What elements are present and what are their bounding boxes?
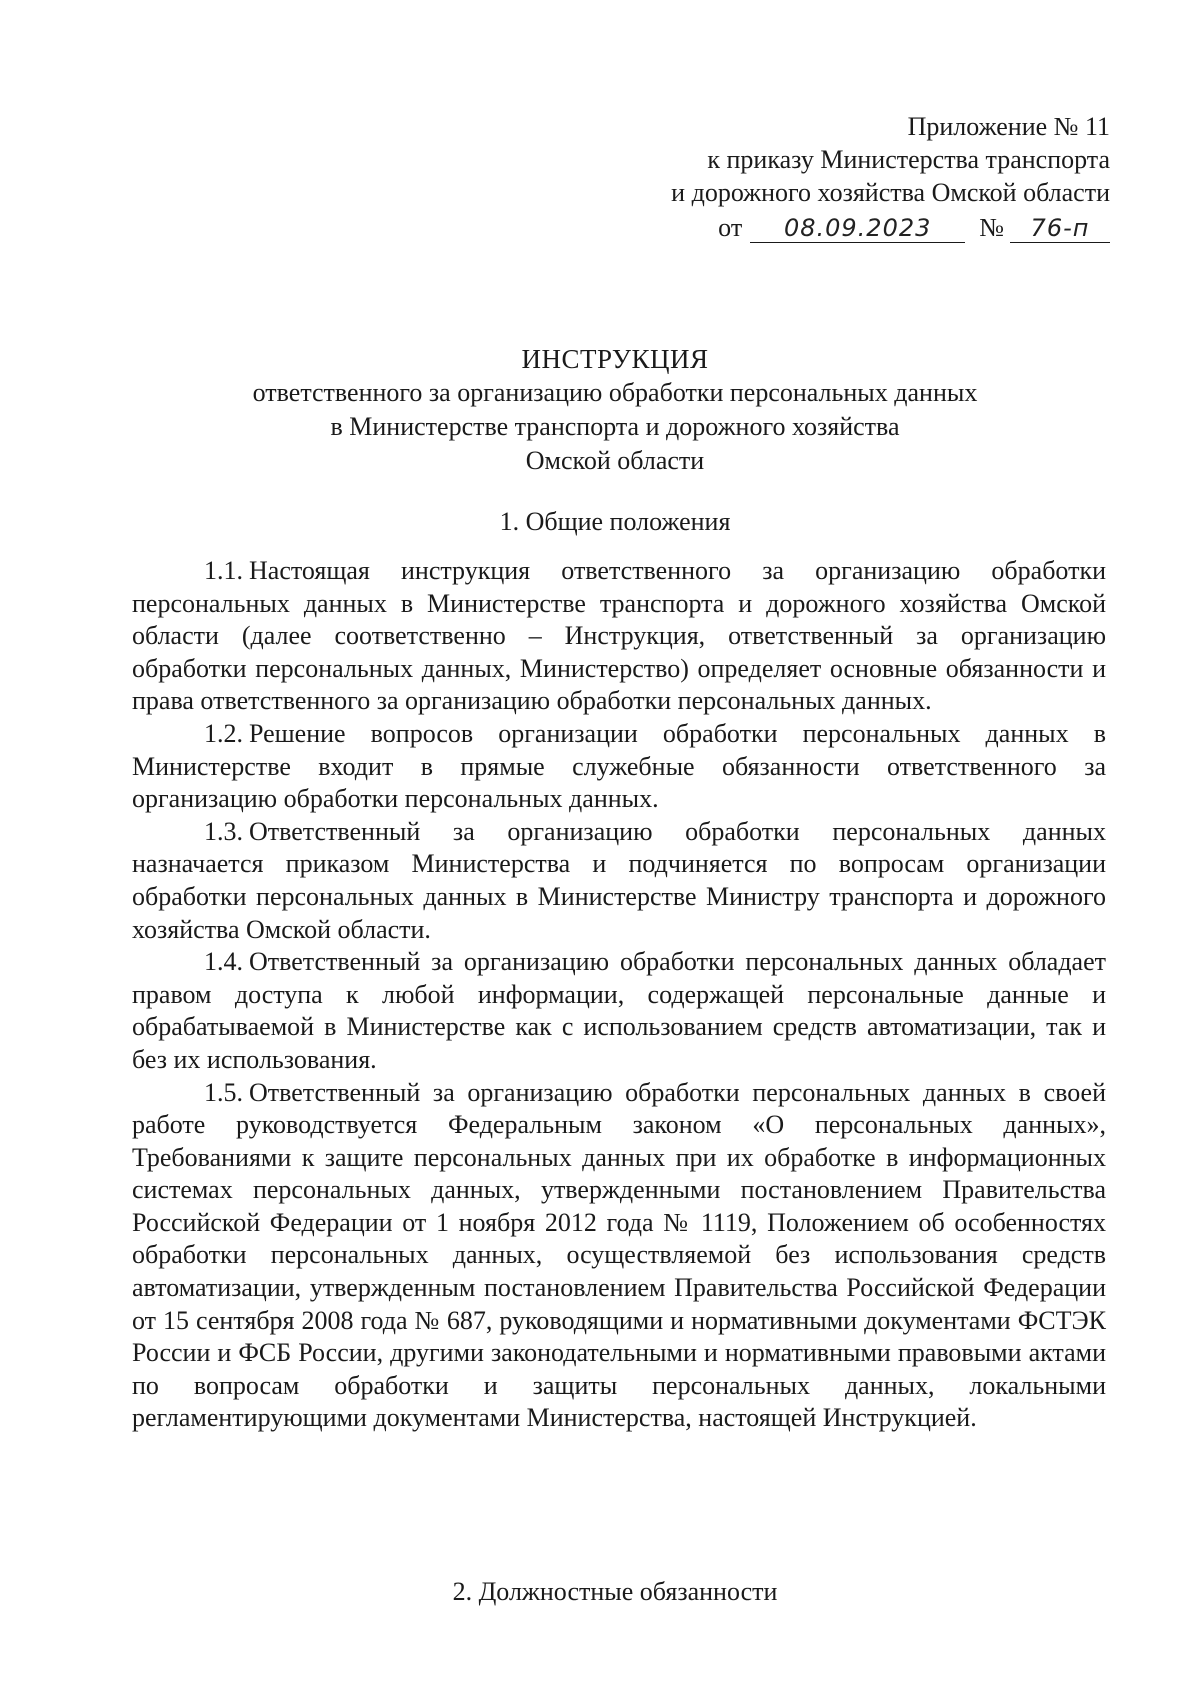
- paragraph-1-3: [132, 816, 1106, 946]
- document-title-block: [130, 342, 1100, 478]
- ministry-reference: и дорожного хозяйства Омской области: [671, 178, 1110, 207]
- section-1-body: [132, 555, 1106, 1435]
- document-subtitle-line-3: Омской области: [525, 446, 705, 475]
- paragraph-text: Ответственный за организацию обработки персональных данных назначается приказом Министерства и подчиняется по вопросам организации обработки персональных данных в Министерстве Министру транспорта и дорожного хозяйства Омской области.: [132, 816, 1106, 944]
- paragraph-1-1: [132, 555, 1106, 718]
- paragraph-number: 1.1.: [204, 556, 243, 585]
- document-title: ИНСТРУКЦИЯ: [521, 344, 709, 374]
- date-prefix: от: [718, 213, 743, 242]
- date-number-row: [550, 211, 1110, 244]
- number-prefix: №: [979, 213, 1004, 242]
- paragraph-text: Ответственный за организацию обработки персональных данных в своей работе руководствуется Федеральным законом «О персональных данных», Требованиями к защите персональных данных при их обработке в информационных системах персональных данных, утвержденными постановлением Правительства Российской Федерации от 1 ноября 2012 года № 1119, Положением об особенностях обработки персональных данных, осуществляемой без использования средств автоматизации, утвержденным постановлением Правительства Российской Федерации от 15 сентября 2008 года № 687, руководящими и нормативными документами ФСТЭК России и ФСБ России, другими законодательными и нормативными правовыми актами по вопросам обработки и защиты персональных данных, локальными регламентирующими документами Министерства, настоящей Инструкцией.: [132, 1077, 1106, 1433]
- paragraph-number: 1.2.: [204, 718, 243, 748]
- paragraph-text: Решение вопросов организации обработки персональных данных в Министерстве входит в прямые служебные обязанности ответственного за организацию обработки персональных данных.: [132, 718, 1106, 814]
- paragraph-1-2: [132, 718, 1106, 816]
- appendix-number: Приложение № 11: [907, 112, 1110, 141]
- paragraph-text: Настоящая инструкция ответственного за организацию обработки персональных данных в Министерстве транспорта и дорожного хозяйства Омской области (далее соответственно – Инструкция, ответственный за организацию обработки персональных данных, Министерство) определяет основные обязанности и права ответственного за организацию обработки персональных данных.: [132, 556, 1106, 716]
- paragraph-number: 1.4.: [204, 947, 243, 977]
- paragraph-1-5: [132, 1077, 1106, 1436]
- paragraph-number: 1.3.: [204, 816, 243, 846]
- paragraph-text: Ответственный за организацию обработки персональных данных обладает правом доступа к любой информации, содержащей персональные данные и обрабатываемой в Министерстве как с использованием средств автоматизации, так и без их использования.: [132, 947, 1106, 1074]
- paragraph-number: 1.5.: [204, 1077, 243, 1107]
- document-subtitle-line-1: ответственного за организацию обработки персональных данных: [252, 378, 978, 407]
- paragraph-1-4: [132, 946, 1106, 1076]
- handwritten-number: 76-п: [1010, 214, 1110, 243]
- order-reference: к приказу Министерства транспорта: [707, 145, 1110, 174]
- approval-block: [550, 110, 1110, 244]
- handwritten-date: 08.09.2023: [750, 214, 965, 243]
- section-1-heading: 1. Общие положения: [499, 507, 731, 536]
- section-2-heading: 2. Должностные обязанности: [452, 1577, 778, 1606]
- document-subtitle-line-2: в Министерстве транспорта и дорожного хозяйства: [330, 412, 900, 441]
